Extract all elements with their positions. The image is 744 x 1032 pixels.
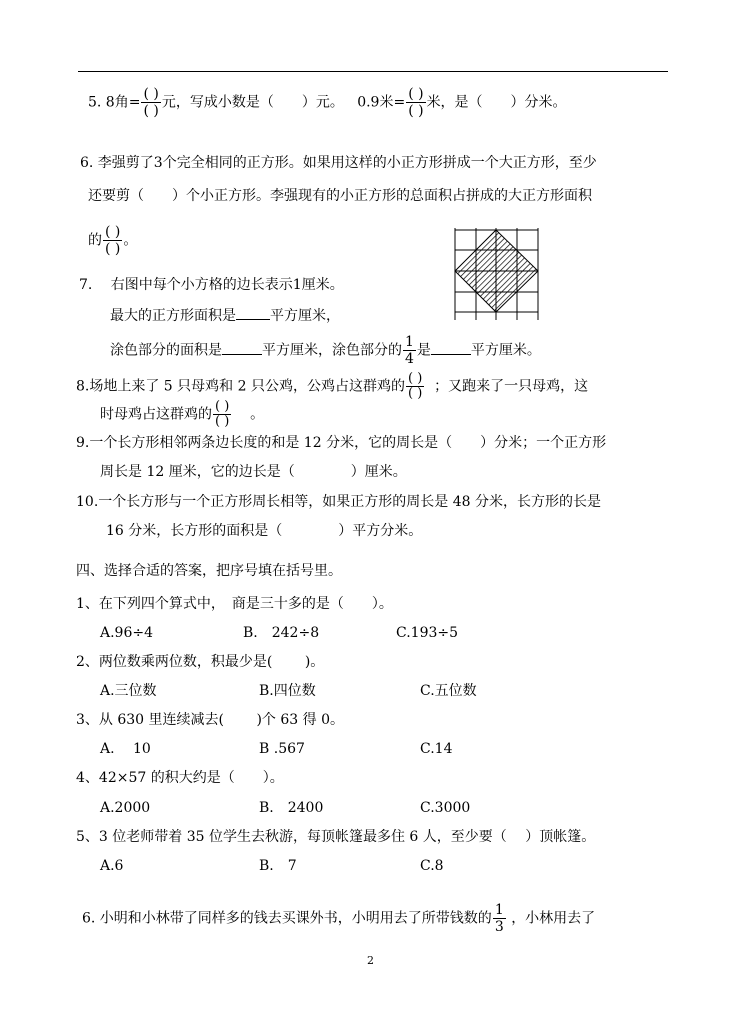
choice-option-a[interactable]: A.96÷4 [100,625,154,641]
choice-option-c[interactable]: C.193÷5 [396,625,459,641]
fraction: $\frac{( )}{( )}$ [143,86,159,119]
choice-option-b[interactable]: B. 2400 [259,800,324,816]
question-6-line2: 还要剪（ ）个小正方形。李强现有的小正方形的总面积占拼成的大正方形面积 [88,188,592,204]
choice-option-b[interactable]: B .567 [259,741,305,757]
choice-option-b[interactable]: B.四位数 [259,683,316,699]
fraction: $\frac{( )}{( )}$ [105,224,121,257]
fraction: $\frac{1}{3}$ [494,902,504,935]
fraction: $\frac{( )}{( )}$ [215,399,230,429]
question-6-line1: 6. 李强剪了3个完全相同的正方形。如果用这样的小正方形拼成一个大正方形，至少 [80,155,597,171]
choice-option-a[interactable]: A.6 [100,858,124,874]
fraction: $\frac{( )}{( )}$ [408,86,424,119]
square-grid-figure [452,228,548,320]
choice-option-c[interactable]: C.五位数 [420,683,477,699]
answer-blank[interactable] [431,340,471,355]
choice-option-c[interactable]: C.14 [420,741,453,757]
choice-question-1: 1、在下列四个算式中， 商是三十多的是（ ）。 [76,596,393,612]
choice-option-a[interactable]: A.三位数 [100,683,157,699]
choice-option-b[interactable]: B. 7 [259,858,297,874]
question-6-line3: 的 $\frac{( )}{( )}$ 。 [88,224,138,257]
question-7-line3: 涂色部分的面积是 平方厘米，涂色部分的 $\frac{1}{4}$ 是 平方厘米。 [110,334,541,367]
fraction: $\frac{( )}{( )}$ [407,371,423,401]
question-5: 5. 8角= $\frac{( )}{( )}$ 元，写成小数是（ ）元。 0.9米= $\frac{( )}{( )}$ 米，是（ ）分米。 [88,86,567,119]
choice-question-4: 4、42×57 的积大约是（ ）。 [76,770,284,786]
question-9-line2: 周长是 12 厘米，它的边长是（ ）厘米。 [100,464,407,480]
choice-option-b[interactable]: B. 242÷8 [243,625,320,641]
header-rule [78,71,668,72]
question-9-line1: 9.一个长方形相邻两条边长度的和是 12 分米，它的周长是（ ）分米；一个正方形 [76,435,607,451]
question-6b: 6. 小明和小林带了同样多的钱去买课外书，小明用去了所带钱数的 $\frac{1}{3}$ ，小林用去了 [82,902,596,935]
question-8-line2: 时母鸡占这群鸡的 $\frac{( )}{( )}$ 。 [100,399,265,429]
question-7-line1: 7. 右图中每个小方格的边长表示1厘米。 [79,277,344,293]
section-4-heading: 四、选择合适的答案，把序号填在括号里。 [76,563,342,579]
question-8-line1: 8.场地上来了 5 只母鸡和 2 只公鸡，公鸡占这群鸡的 $\frac{( )}{( )}$ ；又跑来了一只母鸡，这 [76,371,589,401]
answer-blank[interactable] [222,340,262,355]
page-number: 2 [367,954,374,967]
fraction: $\frac{1}{4}$ [405,334,414,367]
question-10-line2: 16 分米，长方形的面积是（ ）平方分米。 [106,523,423,539]
choice-question-5: 5、3 位老师带着 35 位学生去秋游，每顶帐篷最多住 6 人，至少要（ ）顶帐篷。 [76,829,596,845]
choice-option-c[interactable]: C.8 [420,858,444,874]
question-10-line1: 10.一个长方形与一个正方形周长相等，如果正方形的周长是 48 分米，长方形的长是 [76,494,601,510]
answer-blank[interactable] [236,305,270,320]
choice-question-2: 2、两位数乘两位数，积最少是( )。 [76,654,325,670]
choice-question-3: 3、从 630 里连续减去( )个 63 得 0。 [76,712,344,728]
choice-option-a[interactable]: A.2000 [100,800,151,816]
question-7-line2: 最大的正方形面积是 平方厘米， [110,305,340,325]
choice-option-a[interactable]: A. 10 [100,741,151,757]
choice-option-c[interactable]: C.3000 [420,800,471,816]
